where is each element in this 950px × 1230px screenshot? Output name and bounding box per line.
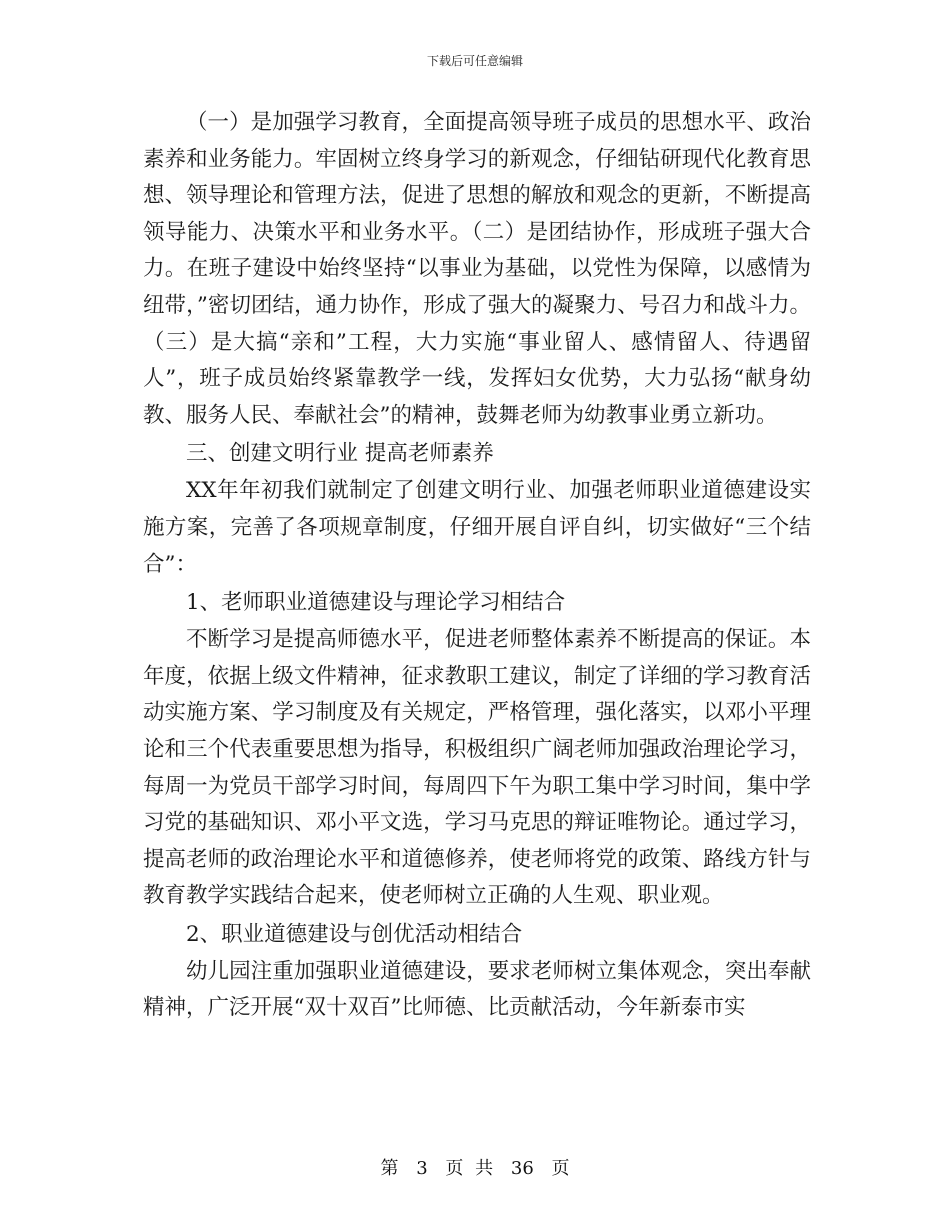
paragraph: XX年年初我们就制定了创建文明行业、加强老师职业道德建设实施方案，完善了各项规章制度，仔细开展自评自纠，切实做好“三个结合”： [143, 478, 811, 577]
total-pages: 36 [510, 1158, 534, 1179]
paragraph: 幼儿园注重加强职业道德建设，要求老师树立集体观念，突出奉献精神，广泛开展“双十双百”比师德、比贡献活动，今年新泰市实 [143, 958, 811, 1021]
paragraph: （一）是加强学习教育，全面提高领导班子成员的思想水平、政治素养和业务能力。牢固树立终身学习的新观念，仔细钻研现代化教育思想、领导理论和管理方法，促进了思想的解放和观念的更新，不断提高领导能力、决策水平和业务水平。（二）是团结协作，形成班子强大合力。在班子建设中始终坚持“以事业为基础，以党性为保障，以感情为纽带，”密切团结，通力协作，形成了强大的凝聚力、号召力和战斗力。（三）是大搞“亲和”工程，大力实施“事业留人、感情留人、待遇留人”，班子成员始终紧靠教学一线，发挥妇女优势，大力弘扬“献身幼教、服务人民、奉献社会”的精神，鼓舞老师为幼教事业勇立新功。 [143, 110, 811, 428]
footer-middle: 页 共 [445, 1158, 494, 1179]
section-heading: 三、创建文明行业 提高老师素养 [186, 441, 494, 467]
page-footer [0, 1154, 950, 1180]
footer-suffix: 页 [551, 1158, 570, 1179]
page-number: 3 [416, 1158, 428, 1179]
subsection-heading: 1、老师职业道德建设与理论学习相结合 [186, 590, 566, 616]
paragraph: 不断学习是提高师德水平，促进老师整体素养不断提高的保证。本年度，依据上级文件精神，征求教职工建议，制定了详细的学习教育活动实施方案、学习制度及有关规定，严格管理，强化落实，以邓小平理论和三个代表重要思想为指导，积极组织广阔老师加强政治理论学习，每周一为党员干部学习时间，每周四下午为职工集中学习时间，集中学习党的基础知识、邓小平文选，学习马克思的辩证唯物论。通过学习，提高老师的政治理论水平和道德修养，使老师将党的政策、路线方针与教育教学实践结合起来，使老师树立正确的人生观、职业观。 [143, 627, 811, 909]
footer-prefix: 第 [380, 1158, 399, 1179]
document-body [143, 105, 811, 1027]
page-header: 下载后可任意编辑 [426, 54, 523, 68]
subsection-heading: 2、职业道德建设与创优活动相结合 [186, 921, 523, 947]
